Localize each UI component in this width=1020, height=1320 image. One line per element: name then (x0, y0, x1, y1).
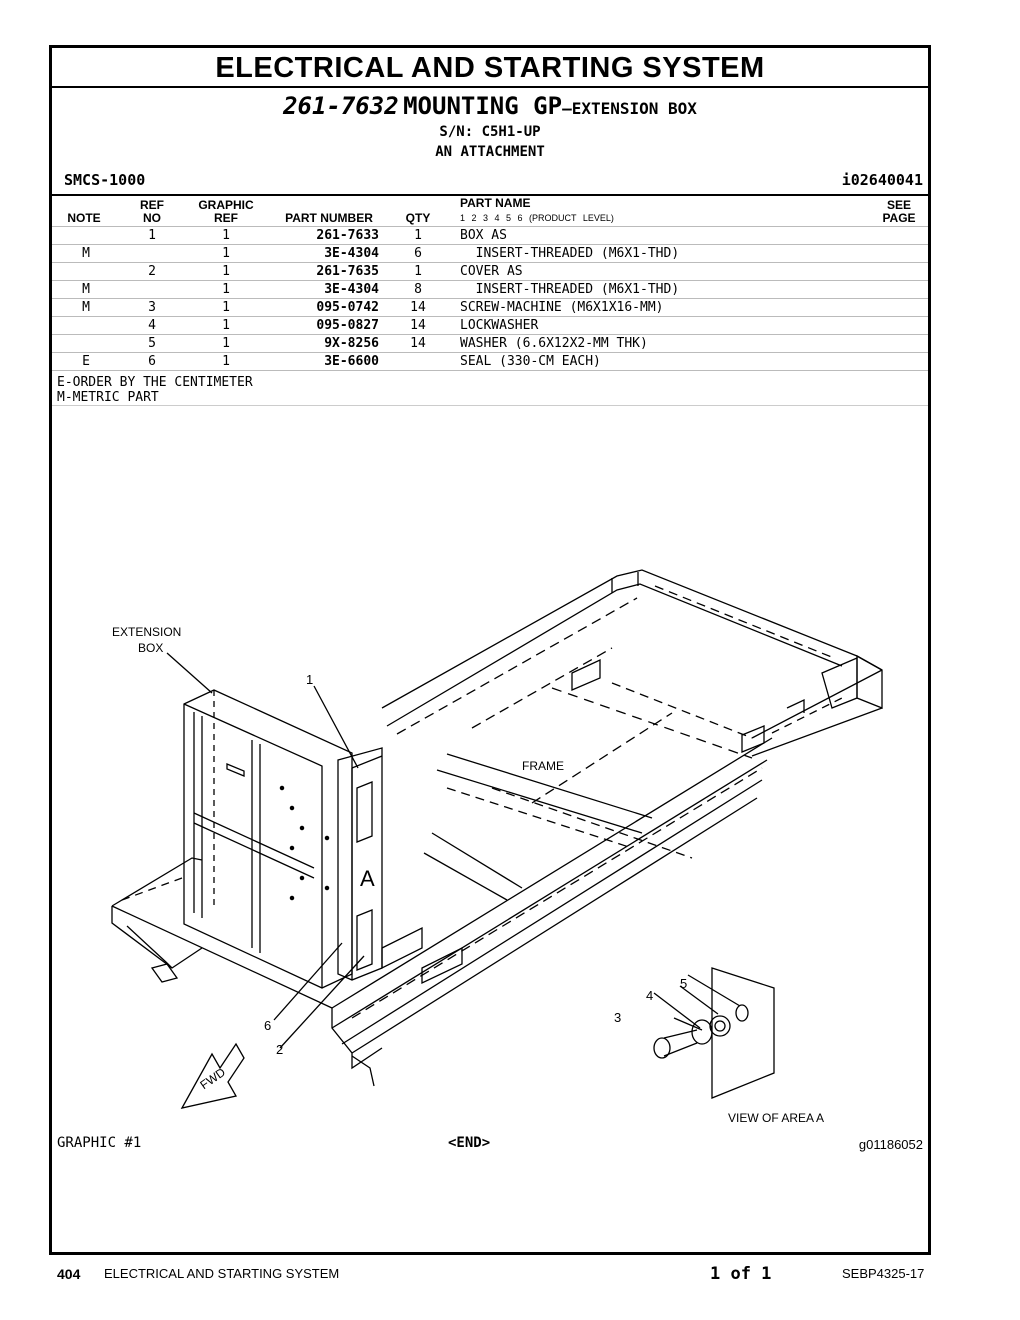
row-part-number: 261-7633 (316, 228, 379, 243)
row-note: M (82, 282, 90, 297)
row-ref: 5 (148, 336, 156, 351)
group-number: 261-7632 (283, 92, 399, 120)
row-graphic-ref: 1 (222, 246, 230, 261)
row-qty: 14 (410, 336, 426, 351)
row-graphic-ref: 1 (222, 282, 230, 297)
col-see-header-bottom: PAGE (882, 211, 916, 225)
info-id: i02640041 (841, 171, 923, 189)
row-graphic-ref: 1 (222, 354, 230, 369)
row-part-name: INSERT-THREADED (M6X1-THD) (460, 282, 680, 297)
table-row (52, 244, 928, 263)
group-suffix: —EXTENSION BOX (562, 99, 697, 118)
row-ref: 1 (148, 228, 156, 243)
page-title: ELECTRICAL AND STARTING SYSTEM (52, 48, 928, 88)
col-ref-header-bottom: NO (143, 211, 161, 225)
col-gref-header-bottom: REF (214, 211, 238, 225)
group-name: MOUNTING GP (403, 92, 563, 120)
callout-5: 5 (680, 976, 688, 991)
parts-illustration (52, 408, 928, 1138)
table-bottom-rule (52, 370, 928, 371)
row-ref: 2 (148, 264, 156, 279)
label-frame: FRAME (522, 759, 564, 773)
col-gref-header-top: GRAPHIC (198, 198, 254, 212)
row-part-name: COVER AS (460, 264, 523, 279)
row-part-number: 095-0742 (316, 300, 379, 315)
attachment-label: AN ATTACHMENT (435, 144, 545, 160)
group-heading (52, 92, 928, 120)
callout-6: 6 (264, 1018, 272, 1033)
detail-view-drawing (654, 968, 774, 1098)
table-row (52, 316, 928, 335)
callout-4: 4 (646, 988, 654, 1003)
end-marker: <END> (448, 1135, 491, 1151)
col-note-header: NOTE (67, 211, 101, 225)
col-see-header-top: SEE (886, 198, 911, 212)
smcs-code: SMCS-1000 (64, 171, 146, 189)
col-qty-header: QTY (405, 211, 431, 225)
row-note: M (82, 300, 90, 315)
row-part-name: SEAL (330-CM EACH) (460, 354, 601, 369)
serial-range: S/N: C5H1-UP (439, 124, 541, 140)
row-graphic-ref: 1 (222, 318, 230, 333)
row-part-number: 095-0827 (316, 318, 379, 333)
footer-section: ELECTRICAL AND STARTING SYSTEM (104, 1266, 340, 1281)
row-ref: 3 (148, 300, 156, 315)
table-row (52, 298, 928, 317)
row-part-name: SCREW-MACHINE (M6X1X16-MM) (460, 300, 664, 315)
table-row (52, 334, 928, 353)
callout-3: 3 (614, 1010, 622, 1025)
row-qty: 1 (414, 264, 422, 279)
row-part-name: INSERT-THREADED (M6X1-THD) (460, 246, 680, 261)
row-qty: 1 (414, 228, 422, 243)
label-view-area-a: VIEW OF AREA A (728, 1111, 825, 1125)
note-m: M-METRIC PART (57, 390, 159, 405)
row-part-name: LOCKWASHER (460, 318, 539, 333)
page-number: 404 (57, 1266, 81, 1282)
graphic-id: g01186052 (858, 1137, 923, 1152)
document-number: SEBP4325-17 (842, 1266, 925, 1281)
product-levels: 1 2 3 4 5 6 (PRODUCT LEVEL) (460, 213, 614, 223)
row-graphic-ref: 1 (222, 228, 230, 243)
row-part-number: 3E-4304 (324, 282, 379, 297)
label-area-a: A (360, 866, 375, 891)
table-row (52, 280, 928, 299)
row-ref: 4 (148, 318, 156, 333)
graphic-number: GRAPHIC #1 (57, 1135, 142, 1151)
row-note: E (82, 354, 90, 369)
row-qty: 14 (410, 300, 426, 315)
table-row (52, 226, 928, 245)
row-qty: 6 (414, 246, 422, 261)
page-frame (49, 45, 931, 1255)
notes-rule (52, 405, 928, 406)
row-graphic-ref: 1 (222, 336, 230, 351)
row-qty: 8 (414, 282, 422, 297)
callout-1: 1 (306, 672, 314, 687)
note-e: E-ORDER BY THE CENTIMETER (57, 375, 253, 390)
row-part-number: 261-7635 (316, 264, 379, 279)
col-ref-header-top: REF (140, 198, 164, 212)
callout-2: 2 (276, 1042, 284, 1057)
row-ref: 6 (148, 354, 156, 369)
label-box: BOX (138, 641, 164, 655)
table-row (52, 352, 928, 371)
row-graphic-ref: 1 (222, 264, 230, 279)
row-note: M (82, 246, 90, 261)
extension-box-drawing (184, 690, 382, 988)
label-fwd: FWD (197, 1065, 228, 1093)
row-graphic-ref: 1 (222, 300, 230, 315)
row-part-name: WASHER (6.6X12X2-MM THK) (460, 336, 648, 351)
col-name-header: PART NAME (460, 196, 531, 210)
page-of: 1 of 1 (710, 1264, 772, 1284)
table-row (52, 262, 928, 281)
row-part-number: 3E-6600 (324, 354, 379, 369)
label-extension: EXTENSION (112, 625, 182, 639)
row-qty: 14 (410, 318, 426, 333)
row-part-name: BOX AS (460, 228, 507, 243)
col-part-header: PART NUMBER (285, 211, 373, 225)
row-part-number: 9X-8256 (324, 336, 379, 351)
table-notes (57, 375, 253, 405)
row-part-number: 3E-4304 (324, 246, 379, 261)
